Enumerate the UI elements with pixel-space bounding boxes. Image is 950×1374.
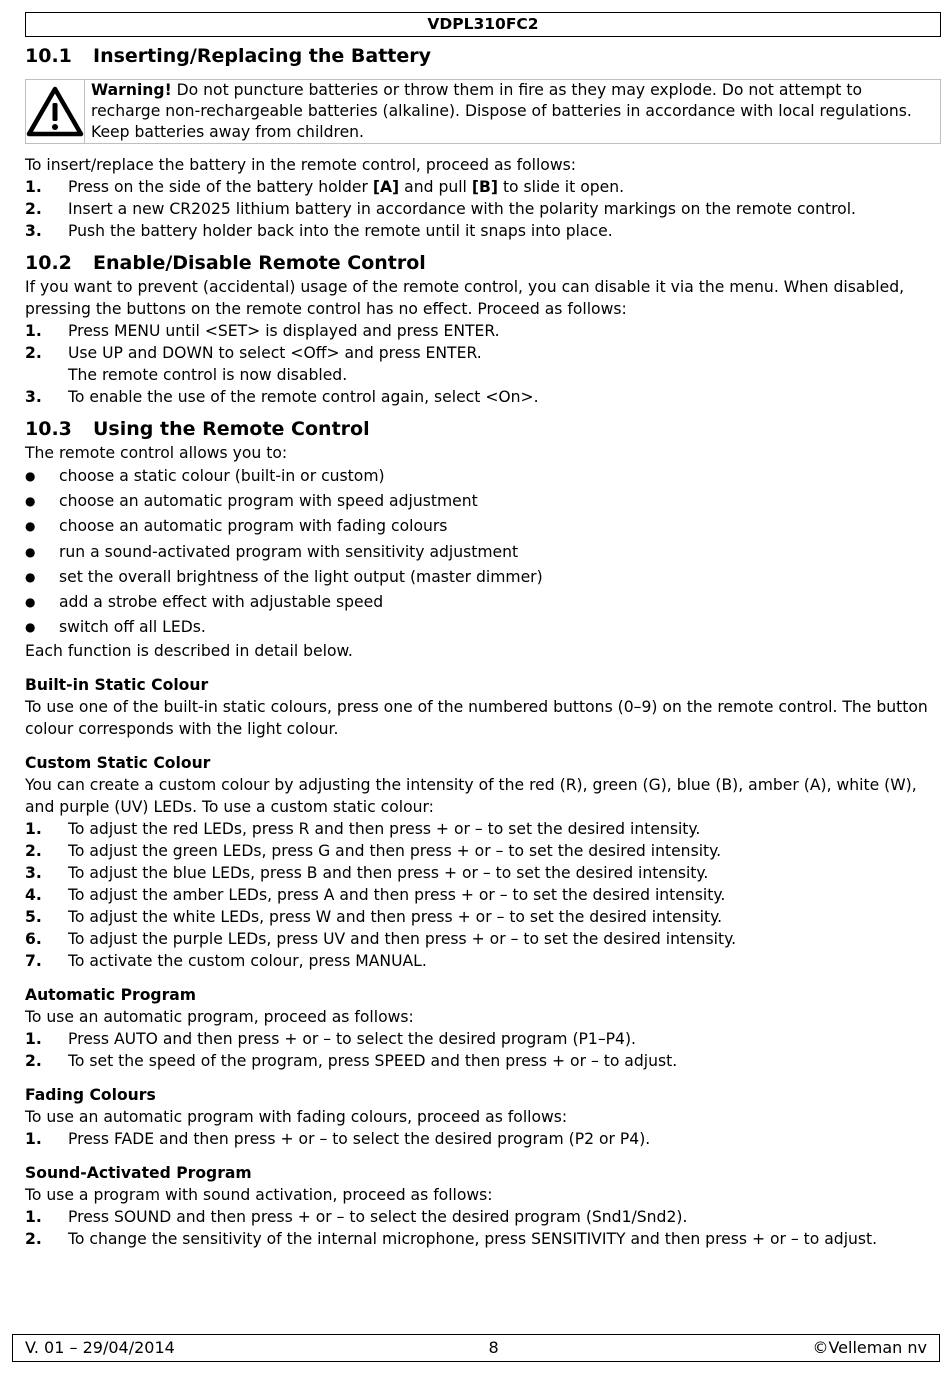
bullet-icon: ● [25,595,36,610]
remote-intro: The remote control allows you to: [25,444,288,462]
section-title: Inserting/Replacing the Battery [93,45,432,67]
step-text: Insert a new CR2025 lithium battery in accordance with the polarity markings on the remote control. [68,200,856,218]
bullet-text: set the overall brightness of the light output (master dimmer) [59,567,543,586]
list-item [25,464,941,489]
list-item [25,862,941,884]
list-item [25,1028,941,1050]
list-item [25,514,941,539]
bullet-text: add a strobe effect with adjustable speed [59,593,384,612]
list-item [25,320,941,342]
label-a: [A] [372,178,400,196]
page-number: 8 [488,1338,499,1357]
page-header [25,12,941,37]
label-b: [B] [471,178,498,196]
bullet-icon: ● [25,494,36,509]
list-item [25,565,941,590]
step-text: To adjust the white LEDs, press W and then press + or – to set the desired intensity. [68,908,723,927]
step-number: 1. [25,178,42,196]
bullet-text: run a sound-activated program with sensitivity adjustment [59,542,519,561]
step-text: Press SOUND and then press + or – to select the desired program (Snd1/Snd2). [68,1208,688,1227]
page [25,12,941,1250]
section-10-3-heading [25,416,941,442]
battery-intro: To insert/replace the battery in the remote control, proceed as follows: [25,156,576,174]
step-number: 2. [25,842,42,861]
auto-steps [25,1028,941,1072]
step-number: 1. [25,322,42,340]
step-number: 3. [25,864,42,883]
list-item [25,840,941,862]
step-number: 1. [25,1208,42,1227]
step-number: 3. [25,222,42,240]
list-item [25,818,941,840]
section-number: 10.1 [25,45,72,67]
fade-intro: To use an automatic program with fading colours, proceed as follows: [25,1108,568,1127]
warning-triangle-icon [26,86,84,138]
warning-label: Warning! [91,81,172,99]
step-text: Press MENU until <SET> is displayed and press ENTER. [68,322,500,340]
step-text: To activate the custom colour, press MANUAL. [68,952,427,971]
list-item [25,906,941,928]
step-text-part: and pull [399,178,472,196]
list-item [25,342,941,386]
step-text: To enable the use of the remote control again, select <On>. [68,388,539,406]
warning-text [85,80,940,143]
step-number: 6. [25,930,42,949]
step-text [68,176,941,198]
section-10-2-heading [25,250,941,276]
fade-steps [25,1128,941,1150]
section-number: 10.3 [25,418,72,440]
bullet-icon: ● [25,519,36,534]
section-10-1-heading [25,43,941,69]
step-number: 3. [25,388,42,406]
fade-heading: Fading Colours [25,1086,156,1105]
list-item [25,615,941,640]
step-text [68,342,941,386]
warning-icon-cell [26,80,85,143]
bullet-icon: ● [25,620,36,635]
step-number: 4. [25,886,42,905]
list-item [25,540,941,565]
step-number: 2. [25,344,42,362]
auto-intro: To use an automatic program, proceed as follows: [25,1008,414,1027]
step-number: 7. [25,952,42,971]
bullet-icon: ● [25,544,36,559]
list-item [25,590,941,615]
sound-steps [25,1206,941,1250]
warning-body: Do not puncture batteries or throw them in fire as they may explode. Do not attempt to recharge non-rechargeable batteries (alkaline). Dispose of batteries in accordance with local regulations. Keep batteries away from children. [91,81,912,141]
builtin-text: To use one of the built-in static colours, press one of the numbered buttons (0–9) on the remote control. The button colour corresponds with the light colour. [25,698,928,739]
list-item [25,386,941,408]
version-date: V. 01 – 29/04/2014 [25,1338,175,1357]
step-number: 1. [25,820,42,839]
list-item [25,198,941,220]
step-text: To set the speed of the program, press SPEED and then press + or – to adjust. [68,1052,678,1071]
bullet-text: choose a static colour (built-in or custom) [59,467,385,485]
list-item [25,928,941,950]
list-item [25,950,941,972]
list-item [25,1206,941,1228]
step-text: To adjust the green LEDs, press G and then press + or – to set the desired intensity. [68,842,722,861]
bullet-text: choose an automatic program with fading colours [59,517,448,536]
remote-outro: Each function is described in detail below. [25,642,353,661]
sound-heading: Sound-Activated Program [25,1164,252,1183]
section-number: 10.2 [25,252,72,274]
feature-list [25,464,941,640]
step-text: Press FADE and then press + or – to select the desired program (P2 or P4). [68,1130,651,1149]
model-number: VDPL310FC2 [427,15,539,33]
step-text-part: to slide it open. [497,178,625,196]
step-number: 1. [25,1130,42,1149]
list-item [25,884,941,906]
step-text: To adjust the amber LEDs, press A and then press + or – to set the desired intensity. [68,886,726,905]
bullet-icon: ● [25,469,36,483]
custom-heading: Custom Static Colour [25,754,211,773]
builtin-heading: Built-in Static Colour [25,676,209,695]
step-text: To adjust the red LEDs, press R and then press + or – to set the desired intensity. [68,820,701,839]
page-footer [12,1334,940,1362]
step-text-line: Use UP and DOWN to select <Off> and press ENTER. [68,344,482,362]
step-number: 1. [25,1030,42,1049]
list-item [25,1128,941,1150]
step-text: Press AUTO and then press + or – to select the desired program (P1–P4). [68,1030,637,1049]
list-item [25,176,941,198]
list-item [25,1050,941,1072]
battery-steps [25,176,941,242]
custom-intro: You can create a custom colour by adjusting the intensity of the red (R), green (G), blue (B), amber (A), white (W), and purple (UV) LEDs. To use a custom static colour: [25,776,917,817]
bullet-icon: ● [25,569,36,584]
enable-intro: If you want to prevent (accidental) usage of the remote control, you can disable it via the menu. When disabled, pressing the buttons on the remote control has no effect. Proceed as follows: [25,278,905,318]
step-number: 2. [25,1052,42,1071]
step-text: Push the battery holder back into the remote until it snaps into place. [68,222,613,240]
bullet-text: switch off all LEDs. [59,618,206,637]
step-text-line: The remote control is now disabled. [68,366,348,384]
list-item [25,220,941,242]
enable-steps [25,320,941,408]
section-title: Using the Remote Control [93,418,370,440]
list-item [25,489,941,514]
copyright: ©Velleman nv [812,1338,927,1357]
warning-box [25,79,941,144]
auto-heading: Automatic Program [25,986,197,1005]
step-number: 2. [25,1230,42,1249]
sound-intro: To use a program with sound activation, proceed as follows: [25,1186,493,1205]
bullet-text: choose an automatic program with speed adjustment [59,492,478,511]
step-text: To adjust the purple LEDs, press UV and then press + or – to set the desired intensity. [68,930,737,949]
step-text: To change the sensitivity of the internal microphone, press SENSITIVITY and then press + or – to adjust. [68,1230,878,1249]
section-title: Enable/Disable Remote Control [93,252,426,274]
step-text: To adjust the blue LEDs, press B and then press + or – to set the desired intensity. [68,864,709,883]
step-number: 5. [25,908,42,927]
step-number: 2. [25,200,42,218]
list-item [25,1228,941,1250]
custom-steps [25,818,941,972]
step-text-part: Press on the side of the battery holder [68,178,373,196]
